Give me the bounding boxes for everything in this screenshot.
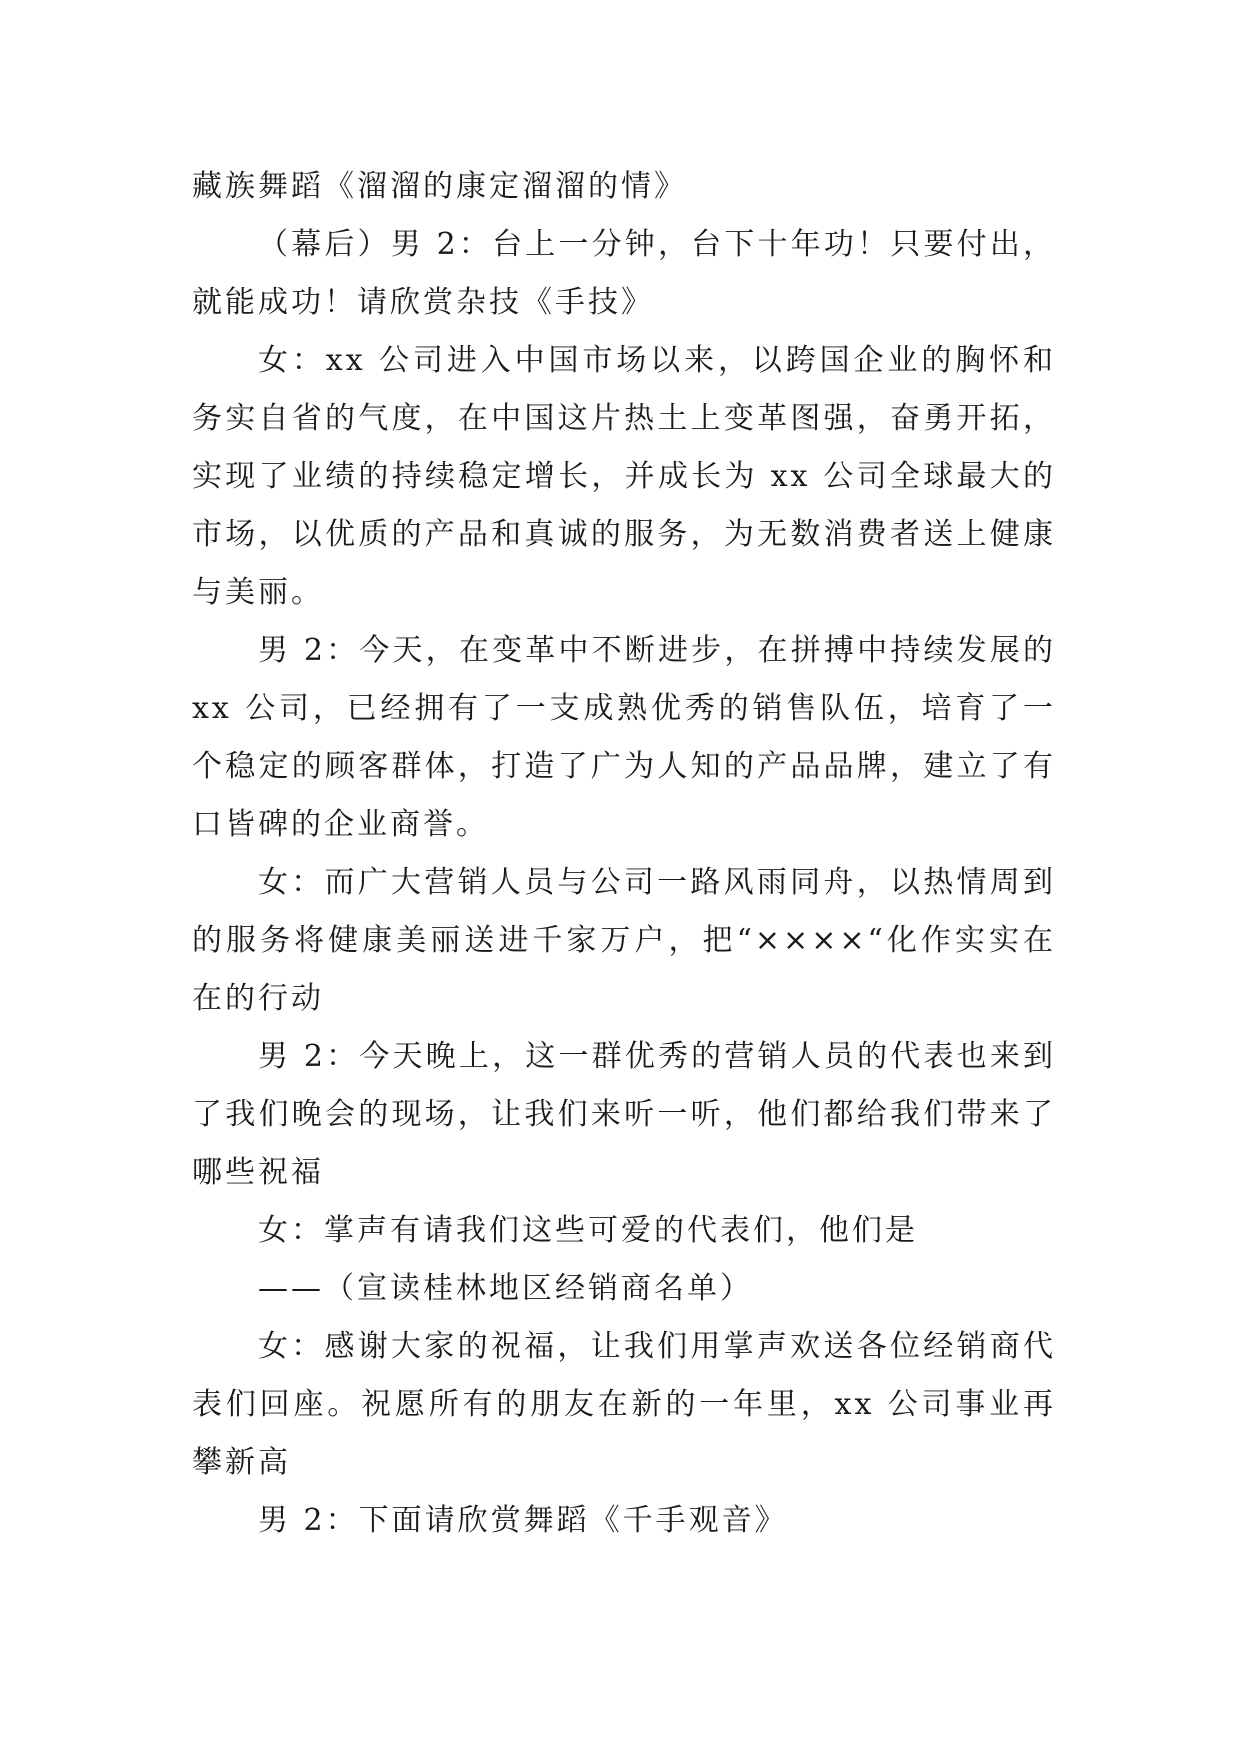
paragraph-company-progress: 男 2：今天，在变革中不断进步，在拼搏中持续发展的 xx 公司，已经拥有了一支成熟优秀的销售队伍，培育了一个稳定的顾客群体，打造了广为人知的产品品牌，建立了有口皆碑的企业商誉。 [192, 633, 1056, 842]
paragraph-acrobatics: （幕后）男 2：台上一分钟，台下十年功！只要付出，就能成功！请欣赏杂技《手技》 [192, 227, 1056, 320]
document-body [192, 158, 1056, 1550]
paragraph-final-dance: 男 2：下面请欣赏舞蹈《千手观音》 [258, 1503, 788, 1538]
paragraph-company-intro: 女：xx 公司进入中国市场以来，以跨国企业的胸怀和务实自省的气度，在中国这片热土上变革图强，奋勇开拓，实现了业绩的持续稳定增长，并成长为 xx 公司全球最大的市场，以优质的产品和真诚的服务，为无数消费者送上健康与美丽。 [192, 343, 1056, 610]
paragraph-intro-dance: 藏族舞蹈《溜溜的康定溜溜的情》 [192, 169, 687, 204]
paragraph-dealer-list: ——（宣读桂林地区经销商名单） [258, 1271, 753, 1306]
paragraph-representatives: 男 2：今天晚上，这一群优秀的营销人员的代表也来到了我们晚会的现场，让我们来听一听，他们都给我们带来了哪些祝福 [192, 1039, 1056, 1190]
paragraph-sales-staff: 女：而广大营销人员与公司一路风雨同舟，以热情周到的服务将健康美丽送进千家万户，把“××××“化作实实在在的行动 [192, 865, 1056, 1016]
paragraph-thanks: 女：感谢大家的祝福，让我们用掌声欢送各位经销商代表们回座。祝愿所有的朋友在新的一年里，xx 公司事业再攀新高 [192, 1329, 1056, 1480]
paragraph-applause: 女：掌声有请我们这些可爱的代表们，他们是 [258, 1213, 918, 1248]
